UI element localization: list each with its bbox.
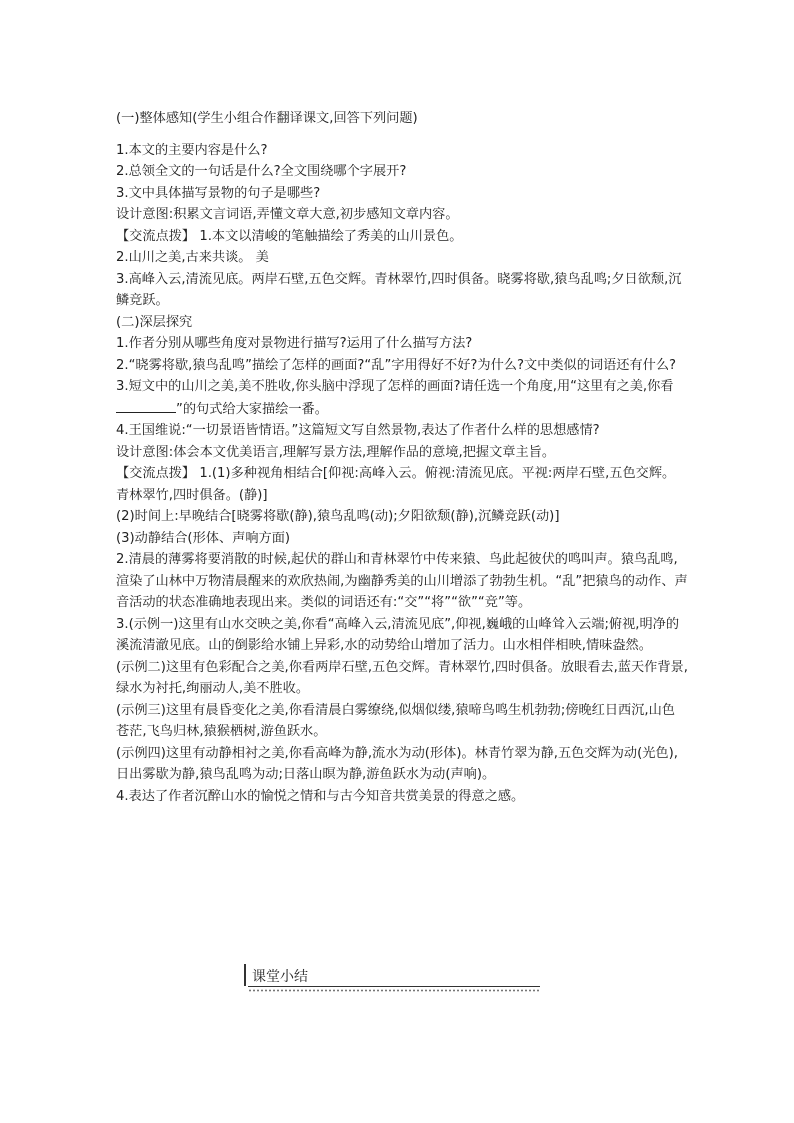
- section1-design-intent: 设计意图:积累文言词语,弄懂文章大意,初步感知文章内容。: [116, 207, 459, 222]
- section2-answer-3-example-2: (示例二)这里有色彩配合之美,你看两岸石壁,五色交辉。青林翠竹,四时俱备。放眼看去,蓝天作背景,绿水为衬托,绚丽动人,美不胜收。: [116, 659, 688, 696]
- section1-answer-3: 3.高峰入云,清流见底。两岸石壁,五色交辉。青林翠竹,四时俱备。晓雾将歇,猿鸟乱鸣;夕日欲颓,沉鳞竞跃。: [116, 271, 682, 308]
- class-summary-heading: [244, 962, 542, 992]
- section2-points-label: 【交流点拨】: [116, 466, 196, 481]
- section2-answer-2: 2.清晨的薄雾将要消散的时候,起伏的群山和青林翠竹中传来猿、鸟此起彼伏的鸣叫声。猿鸟乱鸣,渲染了山林中万物清晨醒来的欢欣热闹,为幽静秀美的山川增添了勃勃生机。“乱”把猿鸟的动作、声音活动的状态准确地表现出来。类似的词语还有:“交”“将”“欲”“竞”等。: [116, 552, 688, 610]
- lesson-content: [116, 108, 688, 807]
- section2-question-1: 1.作者分别从哪些角度对景物进行描写?运用了什么描写方法?: [116, 336, 473, 351]
- summary-dotted-rule: [248, 989, 540, 992]
- summary-marker-bar: [244, 964, 246, 986]
- section1-answer-1: [116, 226, 688, 248]
- section1-points-label: 【交流点拨】: [116, 228, 196, 244]
- section2-question-3-before: 3.短文中的山川之美,美不胜收,你头脑中浮现了怎样的画面?请任选一个角度,用“这里有之美,你看: [116, 379, 674, 394]
- section1-question-3: 3.文中具体描写景物的句子是哪些?: [116, 185, 321, 201]
- section2-answer-4: 4.表达了作者沉醉山水的愉悦之情和与古今知音共赏美景的得意之感。: [116, 788, 525, 804]
- section1-heading: (一)整体感知(学生小组合作翻译课文,回答下列问题): [116, 111, 418, 126]
- section2-question-2: 2.“晓雾将歇,猿鸟乱鸣”描绘了怎样的画面?“乱”字用得好不好?为什么?文中类似的词语还有什么?: [116, 357, 677, 373]
- summary-underline: [248, 986, 540, 987]
- section2-answer-1-text: 1.(1)多种视角相结合[仰视:高峰入云。俯视:清流见底。平视:两岸石壁,五色交辉。青林翠竹,四时俱备。(静)]: [116, 466, 676, 503]
- section2-answer-1-time: (2)时间上:早晚结合[晓雾将歇(静),猿鸟乱鸣(动);夕阳欲颓(静),沉鳞竞跃(动)]: [116, 509, 560, 524]
- section2-answer-1: [116, 463, 688, 506]
- fill-in-blank: [116, 398, 176, 413]
- section1-answer-2: 2.山川之美,古来共谈。 美: [116, 250, 269, 265]
- section2-answer-3-example-1: 3.(示例一)这里有山水交映之美,你看“高峰入云,清流见底”,仰视,巍峨的山峰耸入云端;俯视,明净的溪流清澈见底。山的倒影给水铺上异彩,水的动势给山增加了活力。山水相伴相映,情味盎然。: [116, 616, 680, 653]
- section2-question-3-after: ”的句式给大家描绘一番。: [176, 401, 328, 417]
- section1-answer-1-text: 1.本文以清峻的笔触描绘了秀美的山川景色。: [195, 228, 463, 244]
- section2-question-4: 4.王国维说:“一切景语皆情语。”这篇短文写自然景物,表达了作者什么样的思想感情?: [116, 423, 600, 438]
- spacer: [116, 130, 688, 140]
- section2-answer-3-example-3: (示例三)这里有晨昏变化之美,你看清晨白雾缭绕,似烟似缕,猿啼鸟鸣生机勃勃;傍晚红日西沉,山色苍茫,飞鸟归林,猿猴栖树,游鱼跃水。: [116, 702, 675, 739]
- summary-label: 课堂小结: [252, 969, 308, 985]
- section2-answer-1-motion: (3)动静结合(形体、声响方面): [116, 530, 291, 546]
- section2-question-3: [116, 376, 688, 420]
- section2-answer-3-example-4: (示例四)这里有动静相衬之美,你看高峰为静,流水为动(形体)。林青竹翠为静,五色交辉为动(光色),日出雾歇为静,猿鸟乱鸣为动;日落山暝为静,游鱼跃水为动(声响)。: [116, 745, 678, 782]
- section1-question-1: 1.本文的主要内容是什么?: [116, 142, 268, 158]
- section2-heading: (二)深层探究: [116, 314, 193, 330]
- section1-question-2: 2.总领全文的一句话是什么?全文围绕哪个字展开?: [116, 164, 407, 179]
- section2-design-intent: 设计意图:体会本文优美语言,理解写景方法,理解作品的意境,把握文章主旨。: [116, 444, 556, 460]
